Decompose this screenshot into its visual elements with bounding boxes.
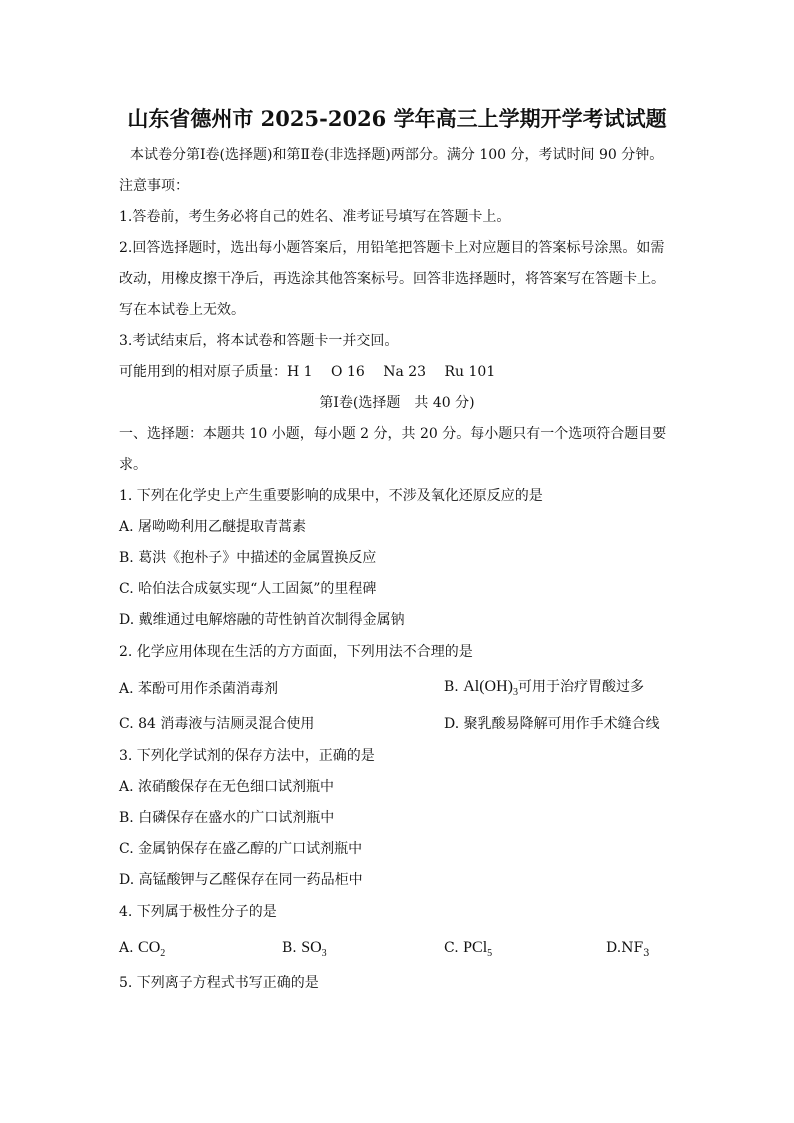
question-2-option-b <box>444 677 644 697</box>
question-4-option-b <box>282 938 327 958</box>
part-1-instructions-line-1: 一、选择题：本题共 10 小题，每小题 2 分，共 20 分。每小题只有一个选项符合题目要 <box>119 426 667 442</box>
chemical-formula: $SO_3$ <box>301 939 327 960</box>
option-letter: B. <box>282 940 297 956</box>
chemical-formula: PCl$_5$ <box>463 939 493 960</box>
question-1-option-c: C. 哈伯法合成氨实现“人工固氮”的里程碑 <box>119 581 377 597</box>
notice-item-2-line-2: 改动，用橡皮擦干净后，再选涂其他答案标号。回答非选择题时，将答案写在答题卡上。 <box>119 271 665 287</box>
question-3-option-b: B. 白磷保存在盛水的广口试剂瓶中 <box>119 810 335 826</box>
option-letter: C. <box>444 940 459 956</box>
option-text: 可用于治疗胃酸过多 <box>517 679 644 695</box>
question-1-option-d: D. 戴维通过电解熔融的苛性钠首次制得金属钠 <box>119 612 405 628</box>
question-4-option-d <box>606 938 650 958</box>
option-letter: D. <box>606 940 622 956</box>
question-1-stem: 1. 下列在化学史上产生重要影响的成果中，不涉及氧化还原反应的是 <box>119 488 543 504</box>
question-4-option-c <box>444 938 492 958</box>
question-2-option-c: C. 84 消毒液与洁厕灵混合使用 <box>119 716 315 732</box>
notice-item-2-line-1: 2.回答选择题时，选出每小题答案后，用铅笔把答题卡上对应题目的答案标号涂黑。如需 <box>119 240 665 256</box>
question-1-option-b: B. 葛洪《抱朴子》中描述的金属置换反应 <box>119 550 377 566</box>
question-2-option-a: A. 苯酚可用作杀菌消毒剂 <box>119 681 279 697</box>
notice-heading: 注意事项： <box>119 178 189 194</box>
chemical-formula: $Al(OH)_3$ <box>463 678 518 699</box>
chemical-formula: $CO_2$ <box>138 939 166 960</box>
page-title: 山东省德州市 2025-2026 学年高三上学期开学考试试题 <box>127 106 667 131</box>
question-2-option-d: D. 聚乳酸易降解可用作手术缝合线 <box>444 716 660 732</box>
question-3-stem: 3. 下列化学试剂的保存方法中，正确的是 <box>119 748 375 764</box>
option-letter: B. <box>444 679 459 695</box>
question-3-option-d: D. 高锰酸钾与乙醛保存在同一药品柜中 <box>119 872 363 888</box>
notice-item-3: 3.考试结束后，将本试卷和答题卡一并交回。 <box>119 333 399 349</box>
question-5-stem: 5. 下列离子方程式书写正确的是 <box>119 975 319 991</box>
question-1-option-a: A. 屠呦呦利用乙醚提取青蒿素 <box>119 519 307 535</box>
question-4-stem: 4. 下列属于极性分子的是 <box>119 904 277 920</box>
option-letter: A. <box>119 940 134 956</box>
section-heading: 第Ⅰ卷(选择题 共 40 分) <box>319 395 475 411</box>
question-2-stem: 2. 化学应用体现在生活的方方面面，下列用法不合理的是 <box>119 644 473 660</box>
notice-item-1: 1.答卷前，考生务必将自己的姓名、准考证号填写在答题卡上。 <box>119 209 511 225</box>
notice-item-2-line-3: 写在本试卷上无效。 <box>119 302 245 318</box>
intro-text: 本试卷分第Ⅰ卷(选择题)和第Ⅱ卷(非选择题)两部分。满分 100 分，考试时间 90 分钟。 <box>130 147 664 163</box>
chemical-formula: $NF_3$ <box>621 940 650 959</box>
question-3-option-c: C. 金属钠保存在盛乙醇的广口试剂瓶中 <box>119 841 363 857</box>
question-4-option-a <box>119 938 165 958</box>
atomic-masses: 可能用到的相对原子质量：H 1 O 16 Na 23 Ru 101 <box>119 364 496 380</box>
part-1-instructions-line-2: 求。 <box>119 457 147 473</box>
question-3-option-a: A. 浓硝酸保存在无色细口试剂瓶中 <box>119 779 335 795</box>
